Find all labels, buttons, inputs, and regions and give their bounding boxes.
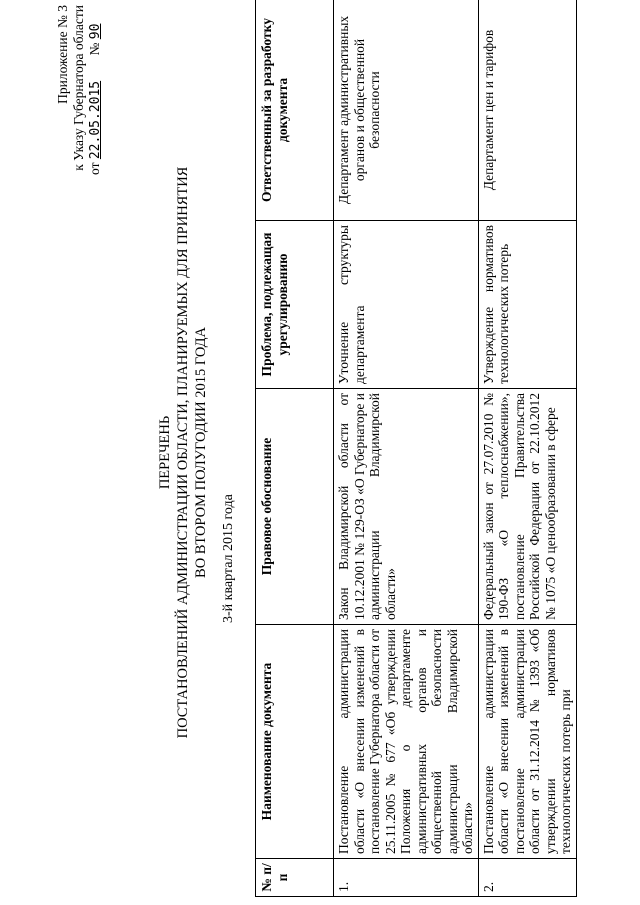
document-subtitle-1: ПОСТАНОВЛЕНИЙ АДМИНИСТРАЦИИ ОБЛАСТИ, ПЛАНИРУЕМЫХ ДЛЯ ПРИНЯТИЯ: [175, 166, 191, 739]
row-number: 2.: [478, 859, 576, 897]
table-row: [478, 0, 576, 897]
col-header-legal-basis: Правовое обоснование: [256, 389, 334, 625]
appendix-number: Приложение № 3: [55, 5, 70, 104]
row-document-name: Постановление администрации области «О внесении изменений в постановление администрации области от 31.12.2014 № 1393 «Об утверждении нормативов технологических потерь при: [478, 625, 576, 859]
appendix-header: [55, 5, 104, 195]
document-title: ПЕРЕЧЕНЬ: [157, 415, 173, 490]
col-header-number: № п/п: [256, 859, 334, 897]
document-subtitle-2: ВО ВТОРОМ ПОЛУГОДИИ 2015 ГОДА: [193, 327, 209, 578]
row-responsible: Департамент административных органов и общественной безопасности: [334, 0, 479, 221]
col-header-responsible: Ответственный за разработку документа: [256, 0, 334, 221]
appendix-date: 22.05.2015: [88, 80, 103, 160]
resolutions-table: [255, 0, 577, 897]
row-document-name: Постановление администрации области «О внесении изменений в постановление Губернатора области от 25.11.2005 № 677 «Об утверждении Положения о департаменте административных органов и общественной безопасности администрации Владимирской области»: [334, 625, 479, 859]
table-header-row: [256, 0, 334, 897]
row-number: 1.: [334, 859, 479, 897]
col-header-problem: Проблема, подлежащая урегулированию: [256, 221, 334, 389]
col-header-document: Наименование документа: [256, 625, 334, 859]
row-legal-basis: Федеральный закон от 27.07.2010 № 190-ФЗ «О теплоснабжении», постановление Правительства Российской Федерации от 22.10.2012 № 1075 «О ценообразовании в сфере: [478, 389, 576, 625]
row-problem: Утверждение нормативов технологических потерь: [478, 221, 576, 389]
appendix-decree-number: 90: [88, 23, 103, 40]
appendix-date-line: от 22.05.2015 № 90: [87, 23, 103, 175]
table-row: [334, 0, 479, 897]
appendix-decree: к Указу Губернатора области: [71, 5, 86, 171]
row-problem: Уточнение структуры департамента: [334, 221, 479, 389]
row-legal-basis: Закон Владимирской области от 10.12.2001 № 129-ОЗ «О Губернаторе и администрации Владимирской области»: [334, 389, 479, 625]
row-responsible: Департамент цен и тарифов: [478, 0, 576, 221]
quarter-label: 3-й квартал 2015 года: [221, 494, 236, 623]
